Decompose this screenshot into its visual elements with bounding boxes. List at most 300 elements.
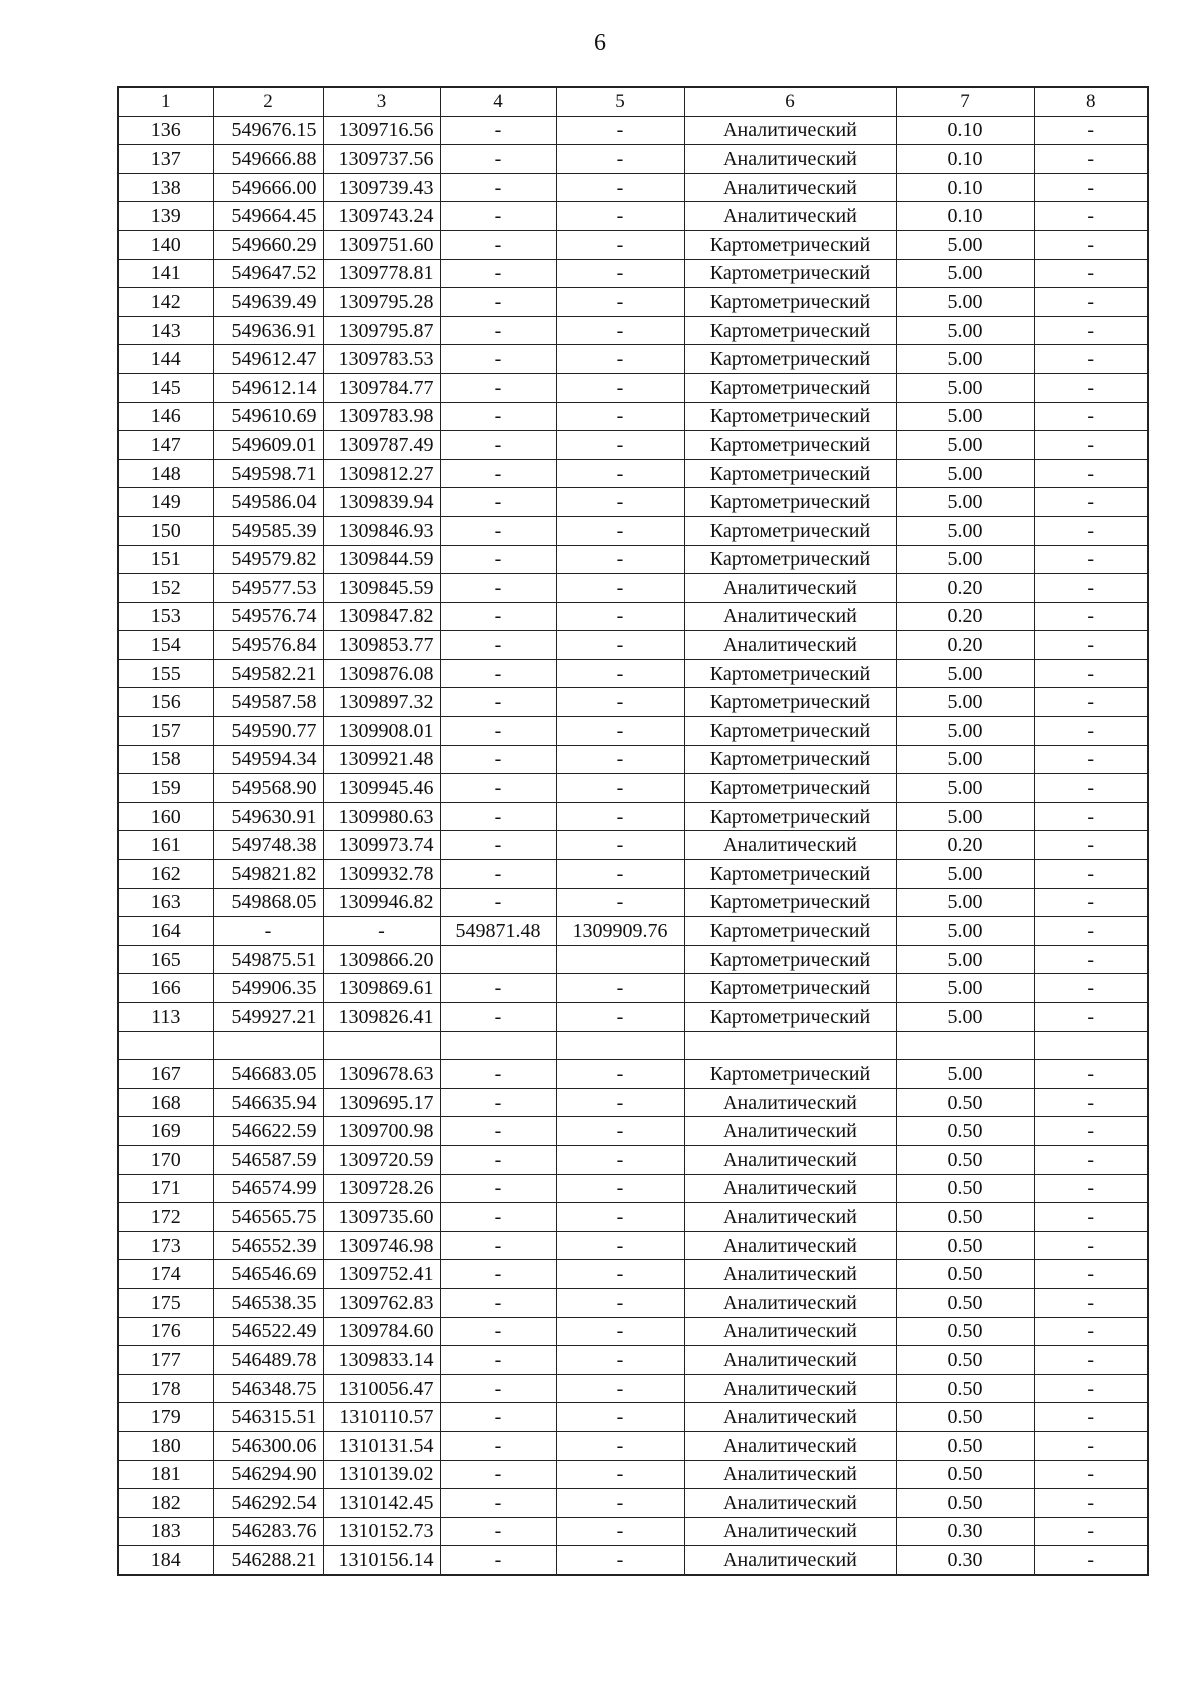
y-alt-cell: - <box>556 745 684 774</box>
method-cell: Аналитический <box>684 1317 896 1346</box>
table-row <box>118 974 1148 1003</box>
y-alt-cell: - <box>556 288 684 317</box>
note-cell: - <box>1034 1403 1148 1432</box>
method-cell: Аналитический <box>684 1145 896 1174</box>
note-cell: - <box>1034 373 1148 402</box>
column-header: 5 <box>556 87 684 116</box>
accuracy-cell: 0.30 <box>896 1546 1034 1575</box>
method-cell: Аналитический <box>684 1260 896 1289</box>
accuracy-cell: 5.00 <box>896 945 1034 974</box>
x-alt-cell: - <box>440 1145 556 1174</box>
y-alt-cell: - <box>556 1288 684 1317</box>
y-alt-cell: - <box>556 1489 684 1518</box>
accuracy-cell: 0.10 <box>896 145 1034 174</box>
y-coordinate-cell: 1309833.14 <box>323 1346 440 1375</box>
y-coordinate-cell: 1309869.61 <box>323 974 440 1003</box>
method-cell: Картометрический <box>684 459 896 488</box>
y-alt-cell: - <box>556 1003 684 1032</box>
y-coordinate-cell: 1309695.17 <box>323 1088 440 1117</box>
method-cell: Картометрический <box>684 802 896 831</box>
x-alt-cell: - <box>440 545 556 574</box>
y-coordinate-cell: 1309746.98 <box>323 1231 440 1260</box>
y-coordinate-cell: 1309716.56 <box>323 116 440 145</box>
y-coordinate-cell: 1309678.63 <box>323 1060 440 1089</box>
point-number-cell: 113 <box>118 1003 213 1032</box>
accuracy-cell: 5.00 <box>896 545 1034 574</box>
table-row <box>118 1145 1148 1174</box>
point-number-cell: 152 <box>118 574 213 603</box>
note-cell: - <box>1034 545 1148 574</box>
accuracy-cell: 0.50 <box>896 1460 1034 1489</box>
x-coordinate-cell: 549568.90 <box>213 774 323 803</box>
accuracy-cell: 5.00 <box>896 974 1034 1003</box>
accuracy-cell <box>896 1031 1034 1060</box>
accuracy-cell: 0.50 <box>896 1403 1034 1432</box>
y-coordinate-cell <box>323 1031 440 1060</box>
point-number-cell: 167 <box>118 1060 213 1089</box>
x-coordinate-cell: 546348.75 <box>213 1374 323 1403</box>
x-alt-cell: - <box>440 202 556 231</box>
y-coordinate-cell: 1309839.94 <box>323 488 440 517</box>
table-row <box>118 831 1148 860</box>
method-cell: Картометрический <box>684 688 896 717</box>
y-alt-cell: - <box>556 802 684 831</box>
note-cell: - <box>1034 1088 1148 1117</box>
y-alt-cell: 1309909.76 <box>556 917 684 946</box>
method-cell: Аналитический <box>684 631 896 660</box>
x-coordinate-cell: 549906.35 <box>213 974 323 1003</box>
accuracy-cell: 0.20 <box>896 574 1034 603</box>
note-cell: - <box>1034 288 1148 317</box>
point-number-cell: 164 <box>118 917 213 946</box>
point-number-cell: 137 <box>118 145 213 174</box>
note-cell: - <box>1034 602 1148 631</box>
note-cell: - <box>1034 488 1148 517</box>
point-number-cell: 178 <box>118 1374 213 1403</box>
method-cell: Картометрический <box>684 431 896 460</box>
x-coordinate-cell: 546587.59 <box>213 1145 323 1174</box>
y-coordinate-cell: 1309876.08 <box>323 659 440 688</box>
x-alt-cell: - <box>440 431 556 460</box>
x-coordinate-cell: 546522.49 <box>213 1317 323 1346</box>
x-coordinate-cell: 546683.05 <box>213 1060 323 1089</box>
y-alt-cell: - <box>556 145 684 174</box>
x-alt-cell: - <box>440 745 556 774</box>
x-alt-cell: - <box>440 1489 556 1518</box>
x-coordinate-cell: 549630.91 <box>213 802 323 831</box>
y-alt-cell: - <box>556 1060 684 1089</box>
table-row <box>118 1460 1148 1489</box>
y-alt-cell: - <box>556 602 684 631</box>
accuracy-cell: 0.50 <box>896 1288 1034 1317</box>
note-cell: - <box>1034 1374 1148 1403</box>
table-row <box>118 860 1148 889</box>
method-cell: Картометрический <box>684 288 896 317</box>
x-alt-cell: - <box>440 602 556 631</box>
x-alt-cell: - <box>440 1088 556 1117</box>
x-alt-cell: - <box>440 459 556 488</box>
point-number-cell: 177 <box>118 1346 213 1375</box>
y-coordinate-cell: 1310110.57 <box>323 1403 440 1432</box>
table-row <box>118 602 1148 631</box>
x-coordinate-cell: 549609.01 <box>213 431 323 460</box>
point-number-cell: 170 <box>118 1145 213 1174</box>
point-number-cell: 144 <box>118 345 213 374</box>
note-cell: - <box>1034 145 1148 174</box>
accuracy-cell: 5.00 <box>896 860 1034 889</box>
method-cell: Картометрический <box>684 373 896 402</box>
point-number-cell: 159 <box>118 774 213 803</box>
y-coordinate-cell: 1309847.82 <box>323 602 440 631</box>
table-row <box>118 688 1148 717</box>
point-number-cell: 168 <box>118 1088 213 1117</box>
note-cell: - <box>1034 1346 1148 1375</box>
note-cell: - <box>1034 1060 1148 1089</box>
y-coordinate-cell: 1309735.60 <box>323 1203 440 1232</box>
table-row <box>118 945 1148 974</box>
x-coordinate-cell: 546635.94 <box>213 1088 323 1117</box>
table-row <box>118 145 1148 174</box>
x-coordinate-cell: 546574.99 <box>213 1174 323 1203</box>
table-row <box>118 659 1148 688</box>
x-alt-cell: - <box>440 974 556 1003</box>
accuracy-cell: 5.00 <box>896 488 1034 517</box>
accuracy-cell: 0.10 <box>896 202 1034 231</box>
method-cell: Картометрический <box>684 717 896 746</box>
y-alt-cell: - <box>556 974 684 1003</box>
y-coordinate-cell: 1309812.27 <box>323 459 440 488</box>
x-coordinate-cell: - <box>213 917 323 946</box>
x-alt-cell: - <box>440 717 556 746</box>
method-cell: Картометрический <box>684 888 896 917</box>
method-cell: Картометрический <box>684 1060 896 1089</box>
y-alt-cell: - <box>556 888 684 917</box>
table-row <box>118 1003 1148 1032</box>
table-row <box>118 1489 1148 1518</box>
method-cell: Картометрический <box>684 974 896 1003</box>
x-coordinate-cell: 546538.35 <box>213 1288 323 1317</box>
y-coordinate-cell: 1309946.82 <box>323 888 440 917</box>
y-coordinate-cell: 1309784.60 <box>323 1317 440 1346</box>
method-cell <box>684 1031 896 1060</box>
y-coordinate-cell: 1309737.56 <box>323 145 440 174</box>
method-cell: Аналитический <box>684 1346 896 1375</box>
y-coordinate-cell: 1310142.45 <box>323 1489 440 1518</box>
point-number-cell: 145 <box>118 373 213 402</box>
coordinates-table <box>117 86 1149 1576</box>
note-cell: - <box>1034 1517 1148 1546</box>
x-alt-cell: 549871.48 <box>440 917 556 946</box>
y-coordinate-cell: 1309795.87 <box>323 316 440 345</box>
y-alt-cell: - <box>556 574 684 603</box>
accuracy-cell: 0.50 <box>896 1203 1034 1232</box>
table-row <box>118 1203 1148 1232</box>
y-coordinate-cell: 1309973.74 <box>323 831 440 860</box>
x-alt-cell: - <box>440 1546 556 1575</box>
table-row <box>118 1517 1148 1546</box>
y-alt-cell: - <box>556 831 684 860</box>
x-alt-cell: - <box>440 831 556 860</box>
x-coordinate-cell: 549594.34 <box>213 745 323 774</box>
y-alt-cell: - <box>556 431 684 460</box>
y-alt-cell: - <box>556 1203 684 1232</box>
point-number-cell: 161 <box>118 831 213 860</box>
x-alt-cell: - <box>440 1317 556 1346</box>
method-cell: Аналитический <box>684 202 896 231</box>
y-coordinate-cell: 1309783.98 <box>323 402 440 431</box>
point-number-cell: 138 <box>118 173 213 202</box>
accuracy-cell: 0.20 <box>896 631 1034 660</box>
note-cell: - <box>1034 917 1148 946</box>
table-row <box>118 774 1148 803</box>
y-coordinate-cell: 1309751.60 <box>323 230 440 259</box>
method-cell: Аналитический <box>684 145 896 174</box>
accuracy-cell: 5.00 <box>896 1060 1034 1089</box>
x-alt-cell: - <box>440 1346 556 1375</box>
method-cell: Аналитический <box>684 1231 896 1260</box>
x-coordinate-cell: 546292.54 <box>213 1489 323 1518</box>
note-cell: - <box>1034 1489 1148 1518</box>
point-number-cell: 181 <box>118 1460 213 1489</box>
table-row <box>118 345 1148 374</box>
x-coordinate-cell: 549666.88 <box>213 145 323 174</box>
note-cell: - <box>1034 230 1148 259</box>
x-alt-cell: - <box>440 288 556 317</box>
x-alt-cell: - <box>440 888 556 917</box>
column-header: 8 <box>1034 87 1148 116</box>
y-alt-cell: - <box>556 316 684 345</box>
y-coordinate-cell: 1309826.41 <box>323 1003 440 1032</box>
note-cell: - <box>1034 431 1148 460</box>
y-coordinate-cell: 1309778.81 <box>323 259 440 288</box>
table-row <box>118 1403 1148 1432</box>
table-row <box>118 202 1148 231</box>
point-number-cell: 166 <box>118 974 213 1003</box>
x-alt-cell: - <box>440 1231 556 1260</box>
note-cell: - <box>1034 945 1148 974</box>
note-cell: - <box>1034 774 1148 803</box>
note-cell: - <box>1034 1117 1148 1146</box>
y-alt-cell: - <box>556 659 684 688</box>
table-row <box>118 888 1148 917</box>
accuracy-cell: 5.00 <box>896 717 1034 746</box>
y-alt-cell: - <box>556 1231 684 1260</box>
x-alt-cell: - <box>440 688 556 717</box>
x-coordinate-cell: 549576.74 <box>213 602 323 631</box>
note-cell: - <box>1034 516 1148 545</box>
x-coordinate-cell: 549610.69 <box>213 402 323 431</box>
accuracy-cell: 5.00 <box>896 459 1034 488</box>
method-cell: Картометрический <box>684 345 896 374</box>
method-cell: Аналитический <box>684 1489 896 1518</box>
x-alt-cell: - <box>440 631 556 660</box>
x-coordinate-cell: 546300.06 <box>213 1431 323 1460</box>
x-coordinate-cell: 549927.21 <box>213 1003 323 1032</box>
accuracy-cell: 5.00 <box>896 659 1034 688</box>
x-alt-cell: - <box>440 1431 556 1460</box>
point-number-cell: 171 <box>118 1174 213 1203</box>
x-coordinate-cell: 549639.49 <box>213 288 323 317</box>
x-alt-cell: - <box>440 116 556 145</box>
x-alt-cell: - <box>440 1260 556 1289</box>
x-coordinate-cell: 546294.90 <box>213 1460 323 1489</box>
x-alt-cell <box>440 1031 556 1060</box>
accuracy-cell: 5.00 <box>896 431 1034 460</box>
page-number: 6 <box>594 30 606 56</box>
accuracy-cell: 0.50 <box>896 1145 1034 1174</box>
method-cell: Аналитический <box>684 831 896 860</box>
x-alt-cell: - <box>440 774 556 803</box>
x-coordinate-cell: 549666.00 <box>213 173 323 202</box>
point-number-cell: 160 <box>118 802 213 831</box>
x-alt-cell: - <box>440 316 556 345</box>
method-cell: Аналитический <box>684 1174 896 1203</box>
note-cell: - <box>1034 259 1148 288</box>
x-coordinate-cell: 549875.51 <box>213 945 323 974</box>
method-cell: Аналитический <box>684 1431 896 1460</box>
method-cell: Аналитический <box>684 1460 896 1489</box>
x-alt-cell: - <box>440 574 556 603</box>
note-cell: - <box>1034 860 1148 889</box>
y-alt-cell: - <box>556 1088 684 1117</box>
table-row <box>118 631 1148 660</box>
x-coordinate-cell: 549586.04 <box>213 488 323 517</box>
point-number-cell: 141 <box>118 259 213 288</box>
method-cell: Аналитический <box>684 1203 896 1232</box>
point-number-cell: 158 <box>118 745 213 774</box>
method-cell: Картометрический <box>684 917 896 946</box>
table-row <box>118 1031 1148 1060</box>
y-alt-cell: - <box>556 459 684 488</box>
point-number-cell: 173 <box>118 1231 213 1260</box>
accuracy-cell: 5.00 <box>896 1003 1034 1032</box>
method-cell: Картометрический <box>684 230 896 259</box>
note-cell: - <box>1034 659 1148 688</box>
x-coordinate-cell: 546283.76 <box>213 1517 323 1546</box>
y-coordinate-cell: 1309945.46 <box>323 774 440 803</box>
point-number-cell: 163 <box>118 888 213 917</box>
accuracy-cell: 5.00 <box>896 774 1034 803</box>
y-alt-cell: - <box>556 173 684 202</box>
y-alt-cell: - <box>556 688 684 717</box>
point-number-cell: 155 <box>118 659 213 688</box>
column-header: 7 <box>896 87 1034 116</box>
table-row <box>118 373 1148 402</box>
y-alt-cell: - <box>556 373 684 402</box>
x-coordinate-cell: 549585.39 <box>213 516 323 545</box>
y-coordinate-cell: 1309932.78 <box>323 860 440 889</box>
x-coordinate-cell: 549577.53 <box>213 574 323 603</box>
point-number-cell: 176 <box>118 1317 213 1346</box>
accuracy-cell: 5.00 <box>896 888 1034 917</box>
x-coordinate-cell: 549579.82 <box>213 545 323 574</box>
y-alt-cell: - <box>556 717 684 746</box>
x-alt-cell: - <box>440 402 556 431</box>
y-coordinate-cell: 1309784.77 <box>323 373 440 402</box>
method-cell: Аналитический <box>684 173 896 202</box>
note-cell: - <box>1034 688 1148 717</box>
x-alt-cell: - <box>440 1003 556 1032</box>
note-cell: - <box>1034 1546 1148 1575</box>
x-coordinate-cell: 549748.38 <box>213 831 323 860</box>
accuracy-cell: 0.50 <box>896 1231 1034 1260</box>
point-number-cell: 149 <box>118 488 213 517</box>
table-row <box>118 1346 1148 1375</box>
note-cell: - <box>1034 1203 1148 1232</box>
x-alt-cell <box>440 945 556 974</box>
y-coordinate-cell: 1310131.54 <box>323 1431 440 1460</box>
table-row <box>118 745 1148 774</box>
y-alt-cell: - <box>556 1346 684 1375</box>
point-number-cell: 174 <box>118 1260 213 1289</box>
table-row <box>118 1288 1148 1317</box>
method-cell: Аналитический <box>684 574 896 603</box>
accuracy-cell: 0.10 <box>896 173 1034 202</box>
accuracy-cell: 5.00 <box>896 802 1034 831</box>
y-coordinate-cell: 1309739.43 <box>323 173 440 202</box>
point-number-cell: 162 <box>118 860 213 889</box>
table-row <box>118 802 1148 831</box>
point-number-cell: 140 <box>118 230 213 259</box>
accuracy-cell: 0.20 <box>896 602 1034 631</box>
x-alt-cell: - <box>440 1403 556 1432</box>
y-alt-cell: - <box>556 230 684 259</box>
method-cell: Картометрический <box>684 488 896 517</box>
y-coordinate-cell: 1309921.48 <box>323 745 440 774</box>
x-alt-cell: - <box>440 802 556 831</box>
x-coordinate-cell: 549660.29 <box>213 230 323 259</box>
table-row <box>118 1088 1148 1117</box>
y-coordinate-cell: 1309908.01 <box>323 717 440 746</box>
x-coordinate-cell: 546489.78 <box>213 1346 323 1375</box>
y-alt-cell: - <box>556 1117 684 1146</box>
method-cell: Аналитический <box>684 1546 896 1575</box>
x-coordinate-cell: 549598.71 <box>213 459 323 488</box>
y-alt-cell: - <box>556 259 684 288</box>
y-alt-cell <box>556 1031 684 1060</box>
note-cell: - <box>1034 574 1148 603</box>
point-number-cell: 184 <box>118 1546 213 1575</box>
x-coordinate-cell: 549590.77 <box>213 717 323 746</box>
x-coordinate-cell: 549676.15 <box>213 116 323 145</box>
point-number-cell: 146 <box>118 402 213 431</box>
y-coordinate-cell: 1309795.28 <box>323 288 440 317</box>
y-alt-cell: - <box>556 345 684 374</box>
note-cell: - <box>1034 802 1148 831</box>
table-row <box>118 288 1148 317</box>
method-cell: Картометрический <box>684 945 896 974</box>
accuracy-cell: 5.00 <box>896 345 1034 374</box>
y-alt-cell: - <box>556 1431 684 1460</box>
table-row <box>118 173 1148 202</box>
note-cell: - <box>1034 1003 1148 1032</box>
note-cell: - <box>1034 1231 1148 1260</box>
x-coordinate-cell: 549576.84 <box>213 631 323 660</box>
method-cell: Аналитический <box>684 1403 896 1432</box>
accuracy-cell: 5.00 <box>896 288 1034 317</box>
method-cell: Аналитический <box>684 116 896 145</box>
accuracy-cell: 0.10 <box>896 116 1034 145</box>
accuracy-cell: 5.00 <box>896 402 1034 431</box>
y-alt-cell: - <box>556 631 684 660</box>
x-alt-cell: - <box>440 373 556 402</box>
x-alt-cell: - <box>440 1174 556 1203</box>
y-alt-cell: - <box>556 516 684 545</box>
y-coordinate-cell: 1309980.63 <box>323 802 440 831</box>
point-number-cell: 153 <box>118 602 213 631</box>
note-cell: - <box>1034 116 1148 145</box>
method-cell: Аналитический <box>684 1517 896 1546</box>
